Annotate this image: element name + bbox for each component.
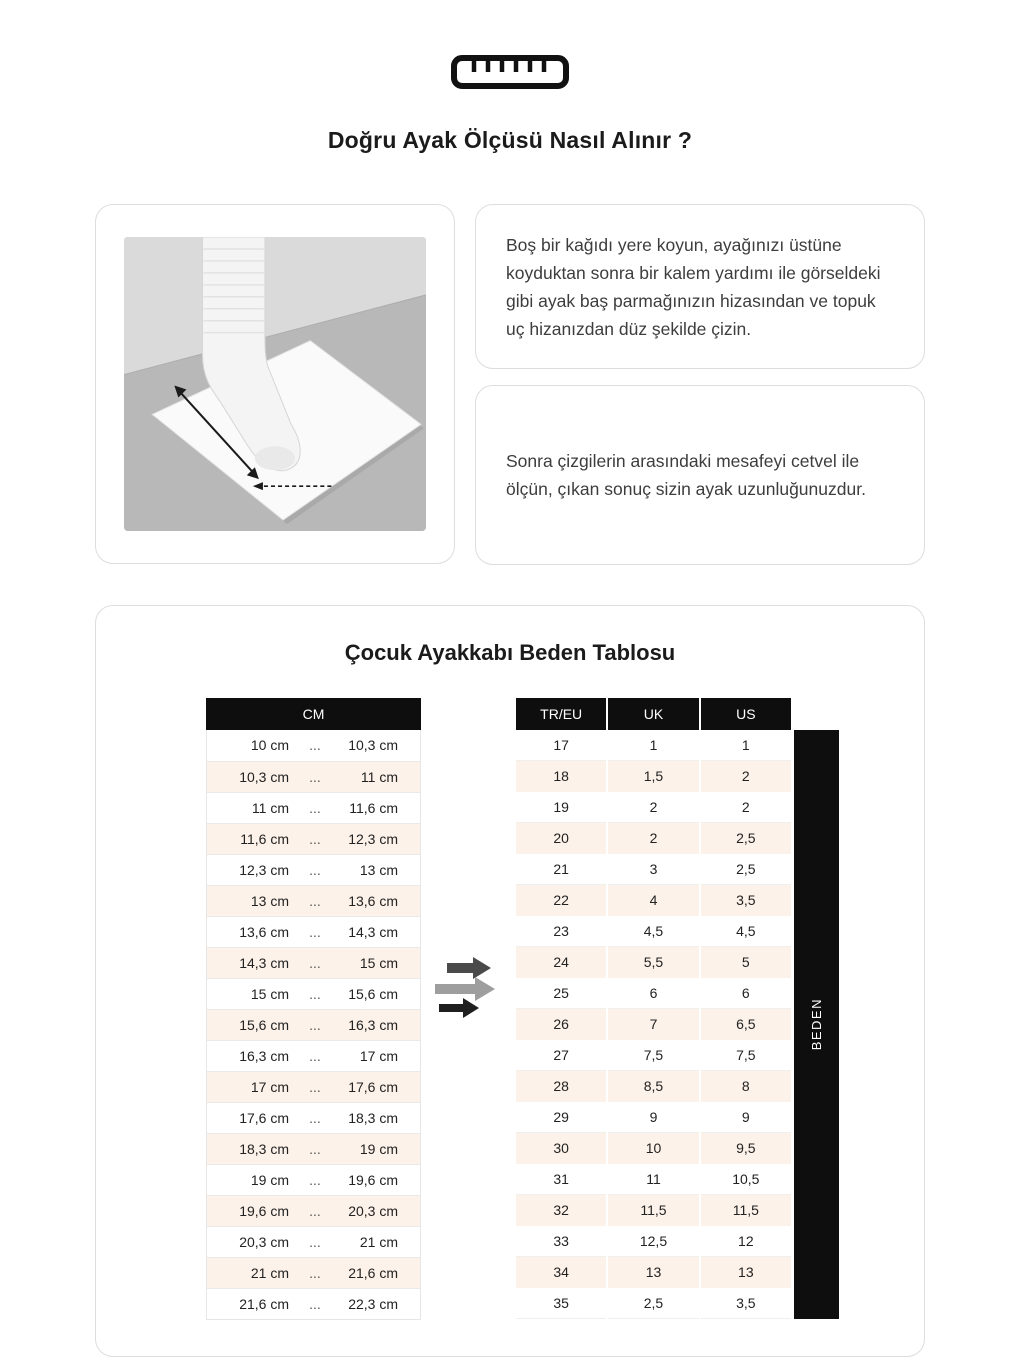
size-table-cell: 2: [701, 792, 791, 823]
size-table-cell: 4: [608, 885, 698, 916]
cm-table-cell: 14,3 cm: [348, 924, 398, 940]
size-table-wrap: [516, 698, 839, 1319]
size-table-cell: 26: [516, 1009, 606, 1040]
size-table-cell: 18: [516, 761, 606, 792]
cm-table-cell: 12,3 cm: [239, 862, 289, 878]
cm-table-cell: ...: [309, 1203, 321, 1219]
size-table-cell: 7,5: [608, 1040, 698, 1071]
cm-table-row: [207, 730, 420, 761]
cm-table-cell: 14,3 cm: [239, 955, 289, 971]
size-table-row: [516, 761, 791, 792]
cm-table-cell: 19,6 cm: [348, 1172, 398, 1188]
cm-table-cell: ...: [309, 1110, 321, 1126]
cm-table-cell: ...: [309, 737, 321, 753]
size-table-cell: 22: [516, 885, 606, 916]
foot-measurement-photo-card: [95, 204, 455, 564]
cm-table-cell: 15,6 cm: [239, 1017, 289, 1033]
size-table-cell: 30: [516, 1133, 606, 1164]
cm-table-row: [207, 761, 420, 792]
beden-axis-label: BEDEN: [809, 998, 824, 1051]
cm-table-cell: 10,3 cm: [348, 737, 398, 753]
cm-table-cell: 17 cm: [359, 1048, 398, 1064]
cm-table-cell: 15 cm: [250, 986, 289, 1002]
cm-table-row: [207, 1009, 420, 1040]
cm-table-cell: ...: [309, 800, 321, 816]
size-table-row: [516, 1226, 791, 1257]
size-chart-title: Çocuk Ayakkabı Beden Tablosu: [344, 640, 676, 665]
cm-table-cell: ...: [309, 1017, 321, 1033]
size-table-cell: 12: [701, 1226, 791, 1257]
size-table-cell: 12,5: [608, 1226, 698, 1257]
size-table-row: [516, 730, 791, 761]
size-table-cell: 24: [516, 947, 606, 978]
cm-table-row: [207, 1288, 420, 1319]
size-table-row: [516, 823, 791, 854]
size-table-cell: 23: [516, 916, 606, 947]
cm-table-cell: 10 cm: [250, 737, 289, 753]
size-table-body: [516, 730, 791, 1319]
size-table-row: [516, 885, 791, 916]
instruction-step-1: [475, 204, 925, 369]
size-table: [516, 698, 791, 1319]
size-table-row: [516, 1257, 791, 1288]
cm-table-cell: 19 cm: [359, 1141, 398, 1157]
size-table-cell: 1: [608, 730, 698, 761]
cm-table-row: [207, 947, 420, 978]
size-chart-tables: [96, 698, 924, 1320]
cm-table-row: [207, 885, 420, 916]
cm-table-cell: 20,3 cm: [239, 1234, 289, 1250]
size-table-header-row: [516, 698, 791, 730]
size-table-cell: 32: [516, 1195, 606, 1226]
cm-table-cell: 17,6 cm: [348, 1079, 398, 1095]
cm-table-cell: 19,6 cm: [239, 1203, 289, 1219]
cm-table-row: [207, 1040, 420, 1071]
size-table-cell: 27: [516, 1040, 606, 1071]
size-table-cell: 6: [608, 978, 698, 1009]
size-table-row: [516, 1071, 791, 1102]
size-table-cell: 11: [608, 1164, 698, 1195]
size-table-cell: 21: [516, 854, 606, 885]
cm-table-cell: 11 cm: [251, 800, 289, 816]
size-table-cell: 2: [701, 761, 791, 792]
cm-table-row: [207, 1257, 420, 1288]
size-table-cell: 6,5: [701, 1009, 791, 1040]
cm-table-cell: 11,6 cm: [349, 800, 398, 816]
cm-table-row: [207, 916, 420, 947]
size-table-cell: 7: [608, 1009, 698, 1040]
cm-table-cell: ...: [309, 1265, 321, 1281]
cm-table-cell: 11 cm: [360, 769, 398, 785]
cm-table-cell: 16,3 cm: [348, 1017, 398, 1033]
cm-table-cell: 19 cm: [250, 1172, 289, 1188]
cm-table-cell: ...: [309, 1234, 321, 1250]
size-table-cell: 1,5: [608, 761, 698, 792]
instruction-step-1-text: Boş bir kağıdı yere koyun, ayağınızı üstüne koyduktan sonra bir kalem yardımı ile görseldeki gibi ayak baş parmağınızın hizasından ve topuk uç hizanızdan düz şekilde çizin.: [506, 234, 881, 339]
size-table-row: [516, 854, 791, 885]
cm-table-cell: ...: [309, 862, 321, 878]
size-column-header: TR/EU: [516, 698, 606, 730]
guide-section: [0, 204, 1020, 565]
cm-table-cell: 21,6 cm: [348, 1265, 398, 1281]
cm-table-cell: 12,3 cm: [348, 831, 398, 847]
cm-table-cell: ...: [309, 1296, 321, 1312]
page-title: Doğru Ayak Ölçüsü Nasıl Alınır ?: [327, 127, 693, 153]
size-table-cell: 9,5: [701, 1133, 791, 1164]
size-table-cell: 11,5: [701, 1195, 791, 1226]
cm-table-cell: 21 cm: [359, 1234, 398, 1250]
size-table-cell: 13: [608, 1257, 698, 1288]
instructions-column: [475, 204, 925, 565]
size-table-cell: 2,5: [701, 823, 791, 854]
cm-table-cell: ...: [309, 893, 321, 909]
size-table-cell: 29: [516, 1102, 606, 1133]
size-table-cell: 9: [608, 1102, 698, 1133]
cm-table-cell: 16,3 cm: [239, 1048, 289, 1064]
ruler-icon: [450, 52, 570, 92]
size-table-cell: 31: [516, 1164, 606, 1195]
cm-table-row: [207, 1071, 420, 1102]
cm-table-cell: ...: [309, 1141, 321, 1157]
size-table-row: [516, 916, 791, 947]
size-table-row: [516, 1195, 791, 1226]
size-table-row: [516, 947, 791, 978]
size-table-cell: 4,5: [701, 916, 791, 947]
beden-axis-bar: [794, 730, 839, 1319]
cm-table-cell: 13 cm: [359, 862, 398, 878]
cm-table-cell: ...: [309, 1079, 321, 1095]
foot-on-paper-image: [124, 237, 426, 531]
size-table-cell: 35: [516, 1288, 606, 1319]
size-table-cell: 11,5: [608, 1195, 698, 1226]
cm-table-cell: 20,3 cm: [348, 1203, 398, 1219]
size-table-cell: 10,5: [701, 1164, 791, 1195]
cm-table-body: [206, 730, 421, 1320]
size-table-cell: 19: [516, 792, 606, 823]
size-column-header: US: [701, 698, 791, 730]
size-table-cell: 25: [516, 978, 606, 1009]
size-table-row: [516, 1288, 791, 1319]
size-table-row: [516, 1009, 791, 1040]
instruction-step-2: [475, 385, 925, 565]
cm-table-cell: ...: [309, 986, 321, 1002]
size-table-row: [516, 1164, 791, 1195]
cm-table-cell: ...: [309, 1048, 321, 1064]
cm-table-row: [207, 978, 420, 1009]
size-table-cell: 5: [701, 947, 791, 978]
cm-table-row: [207, 823, 420, 854]
cm-table-cell: ...: [309, 924, 321, 940]
cm-table-cell: 15 cm: [359, 955, 398, 971]
size-table-cell: 1: [701, 730, 791, 761]
size-table-cell: 20: [516, 823, 606, 854]
size-table-cell: 6: [701, 978, 791, 1009]
size-table-cell: 3,5: [701, 1288, 791, 1319]
size-table-cell: 33: [516, 1226, 606, 1257]
cm-table-cell: 17,6 cm: [239, 1110, 289, 1126]
cm-table-cell: ...: [309, 831, 321, 847]
cm-table-cell: ...: [309, 1172, 321, 1188]
cm-table-cell: 21,6 cm: [239, 1296, 289, 1312]
guide-header: [0, 52, 1020, 154]
cm-table-cell: 17 cm: [250, 1079, 289, 1095]
cm-table-row: [207, 1226, 420, 1257]
cm-table-cell: 10,3 cm: [239, 769, 289, 785]
size-table-cell: 17: [516, 730, 606, 761]
cm-table-row: [207, 1195, 420, 1226]
size-table-cell: 34: [516, 1257, 606, 1288]
size-table-row: [516, 1102, 791, 1133]
cm-table-cell: 21 cm: [250, 1265, 289, 1281]
size-table-row: [516, 1040, 791, 1071]
size-chart-card: [95, 605, 925, 1357]
size-table-cell: 8,5: [608, 1071, 698, 1102]
size-table-cell: 4,5: [608, 916, 698, 947]
size-table-cell: 10: [608, 1133, 698, 1164]
size-table-row: [516, 978, 791, 1009]
cm-table-row: [207, 792, 420, 823]
size-table-cell: 2,5: [608, 1288, 698, 1319]
cm-table-cell: 13,6 cm: [348, 893, 398, 909]
double-arrow-right-icon: [421, 955, 516, 1019]
size-table-cell: 5,5: [608, 947, 698, 978]
cm-table-row: [207, 854, 420, 885]
size-table-cell: 2: [608, 792, 698, 823]
size-table-cell: 8: [701, 1071, 791, 1102]
cm-table-cell: ...: [309, 955, 321, 971]
size-table-cell: 7,5: [701, 1040, 791, 1071]
size-table-cell: 3,5: [701, 885, 791, 916]
instruction-step-2-text: Sonra çizgilerin arasındaki mesafeyi cetvel ile ölçün, çıkan sonuç sizin ayak uzunluğunuzdur.: [506, 451, 866, 499]
cm-table-row: [207, 1164, 420, 1195]
cm-table-cell: 13 cm: [250, 893, 289, 909]
cm-table-cell: 18,3 cm: [348, 1110, 398, 1126]
cm-table-cell: 22,3 cm: [348, 1296, 398, 1312]
size-table-cell: 2: [608, 823, 698, 854]
cm-table-cell: 18,3 cm: [239, 1141, 289, 1157]
size-column-header: UK: [608, 698, 698, 730]
size-table-cell: 2,5: [701, 854, 791, 885]
cm-table-cell: 13,6 cm: [239, 924, 289, 940]
size-table-cell: 28: [516, 1071, 606, 1102]
cm-table-cell: ...: [309, 769, 321, 785]
size-table-row: [516, 1133, 791, 1164]
cm-table-header: CM: [206, 698, 421, 730]
cm-table-row: [207, 1102, 420, 1133]
size-table-cell: 9: [701, 1102, 791, 1133]
size-table-cell: 13: [701, 1257, 791, 1288]
cm-table: [206, 698, 421, 1320]
cm-table-cell: 11,6 cm: [240, 831, 289, 847]
cm-table-cell: 15,6 cm: [348, 986, 398, 1002]
cm-table-row: [207, 1133, 420, 1164]
size-table-row: [516, 792, 791, 823]
size-table-cell: 3: [608, 854, 698, 885]
